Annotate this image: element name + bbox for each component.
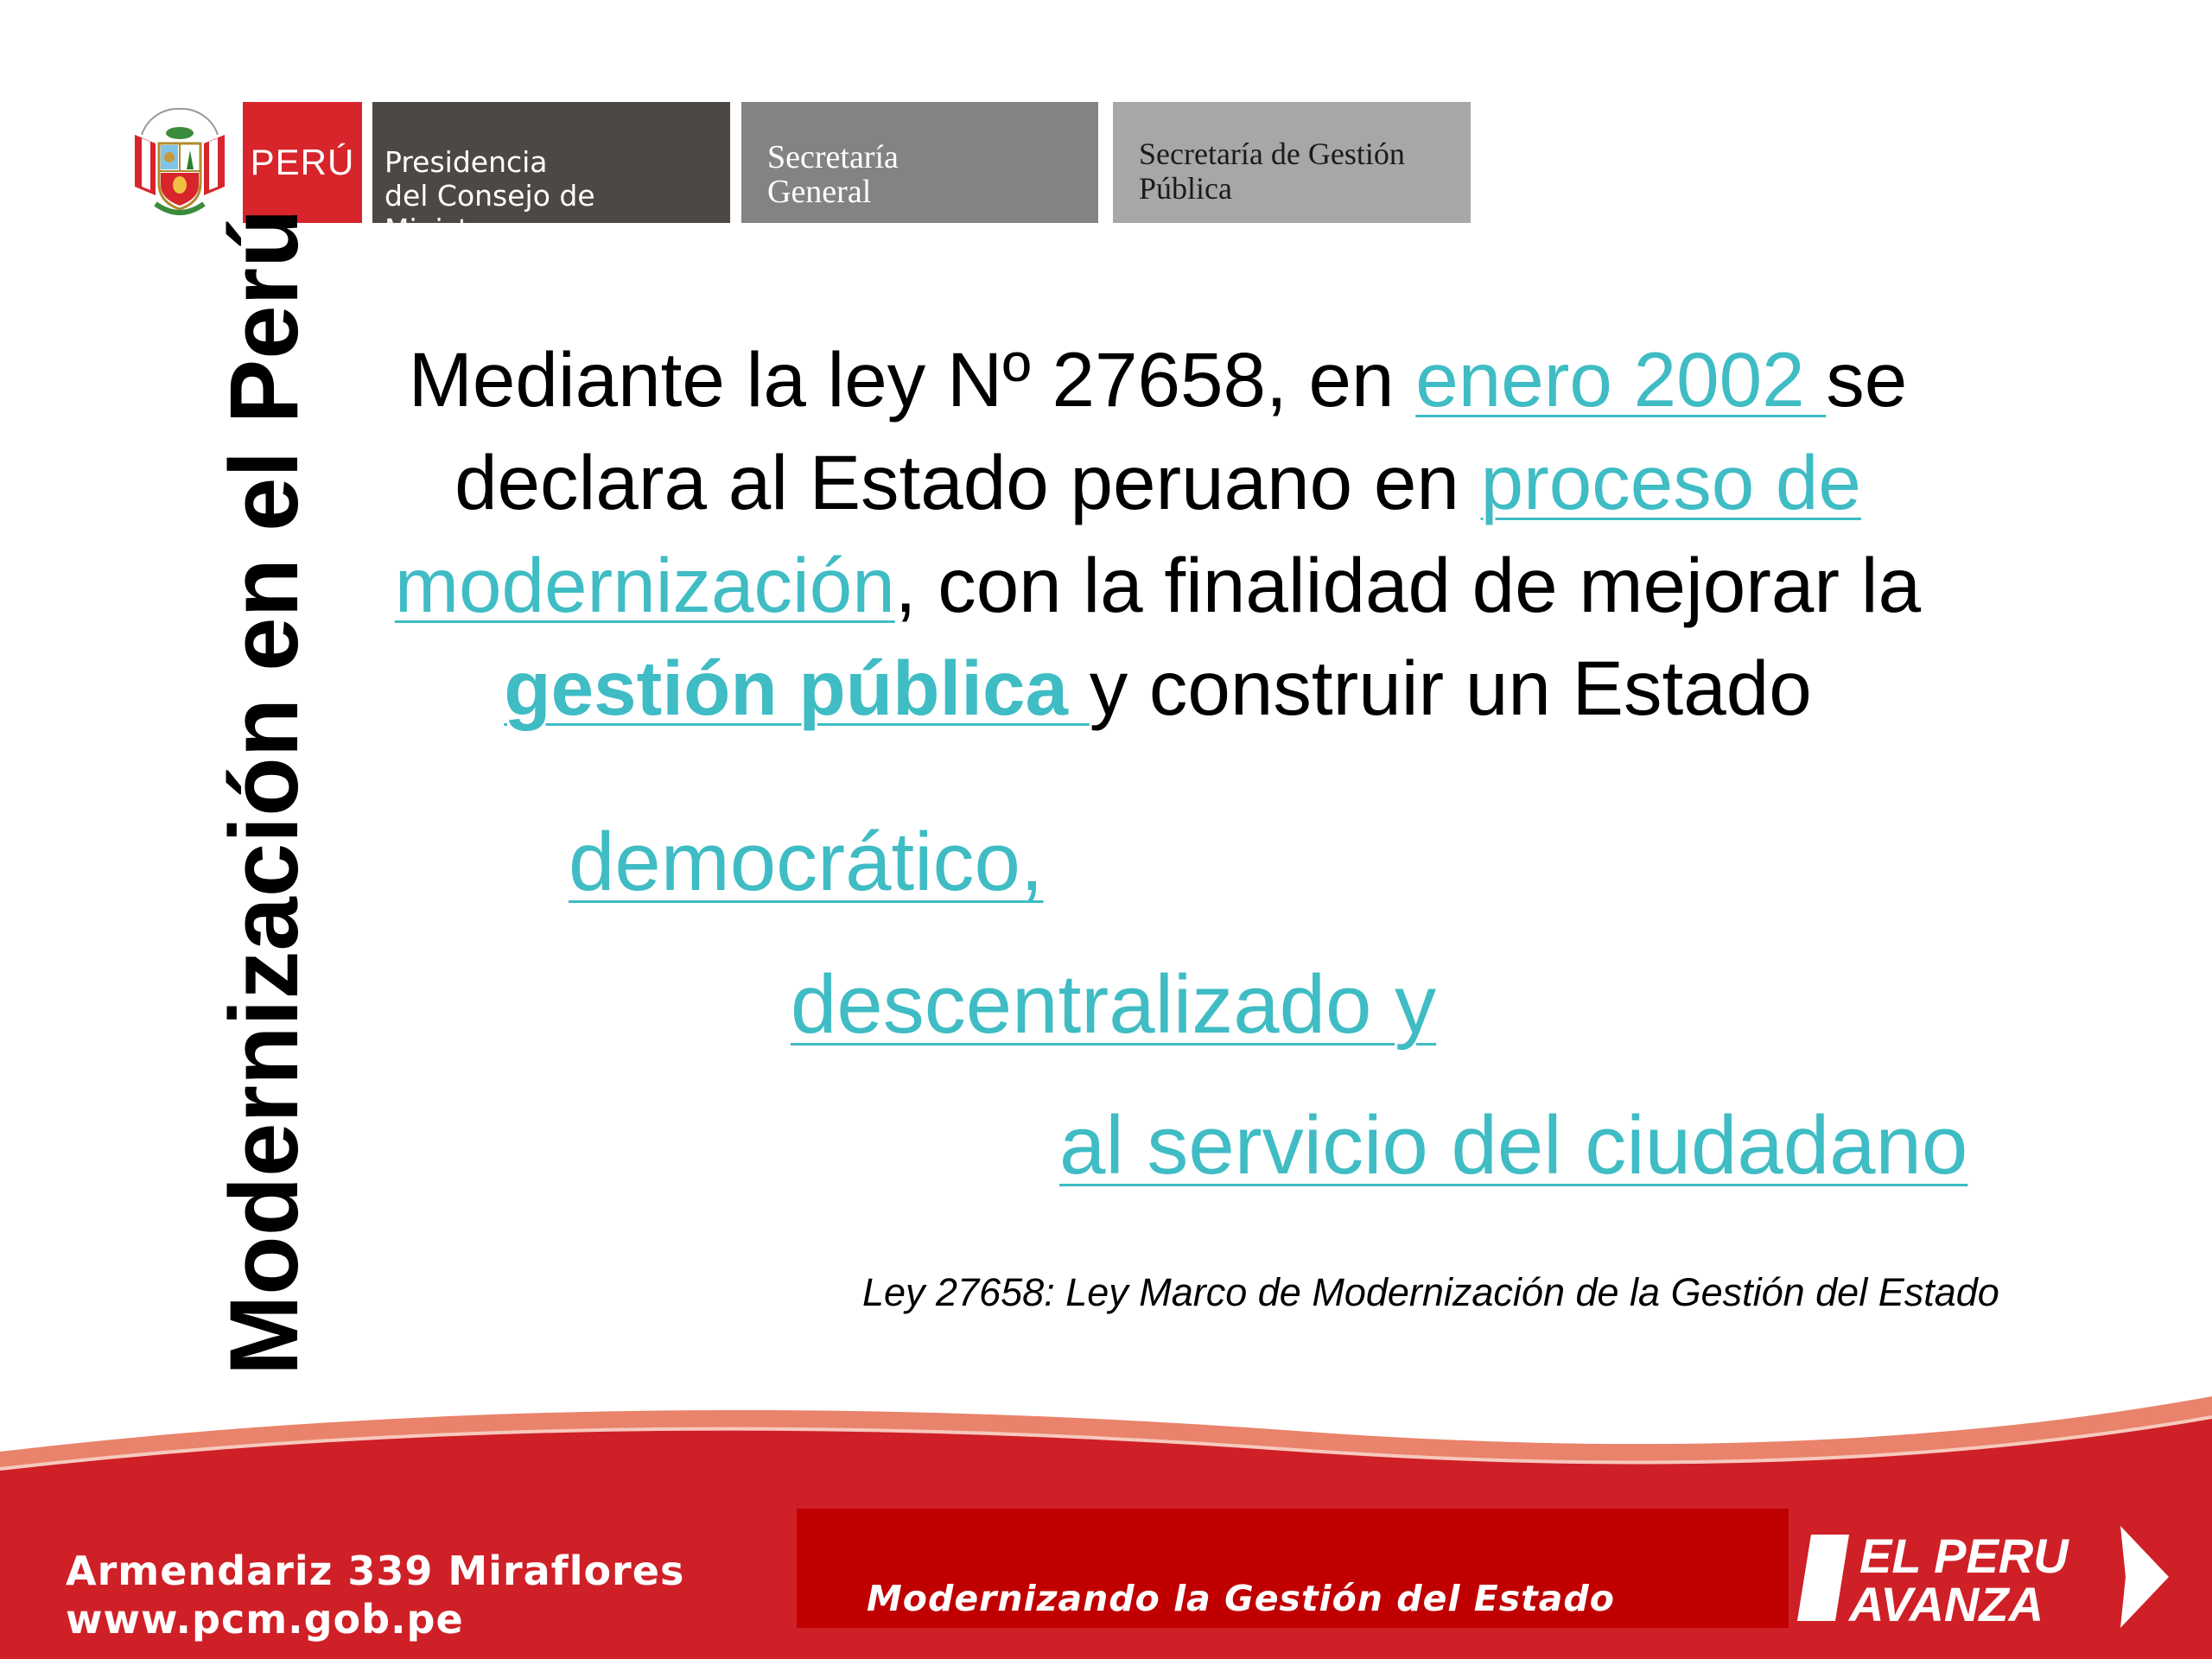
- pcm-logo: [372, 102, 730, 246]
- sg-line-1: Secretaría: [767, 139, 899, 175]
- paragraph-line-1: [294, 328, 2022, 431]
- peru-label: PERÚ: [250, 142, 355, 182]
- pcm-line-2: del Consejo de Ministros: [385, 179, 595, 246]
- paragraph-line-2: [294, 431, 2022, 534]
- text-segment: , con la finalidad de mejorar la: [894, 542, 1922, 628]
- secretaria-general-logo: [741, 102, 1098, 223]
- text-segment: y construir un Estado: [1089, 645, 1812, 731]
- paragraph-line-4: [294, 637, 2022, 740]
- link-modernizacion[interactable]: modernización: [394, 542, 895, 628]
- el-peru-avanza-logo: [1792, 1522, 2172, 1631]
- sgp-line-1: Secretaría de Gestión: [1139, 137, 1405, 171]
- link-enero-2002[interactable]: enero 2002: [1415, 336, 1827, 423]
- link-proceso-de[interactable]: proceso de: [1480, 439, 1861, 525]
- link-gestion-publica[interactable]: gestión pública: [504, 645, 1090, 731]
- peru-logo: [243, 102, 362, 223]
- text-segment: Mediante la ley Nº 27658, en: [408, 336, 1416, 423]
- website-link[interactable]: www.pcm.gob.pe: [66, 1596, 464, 1643]
- brand-line-2: AVANZA: [1849, 1577, 2044, 1631]
- vertical-title: Modernización en el Perú: [210, 208, 318, 1376]
- coat-of-arms-icon: [130, 100, 230, 225]
- link-descentralizado[interactable]: descentralizado y: [791, 958, 1437, 1051]
- brand-line-1: EL PERU: [1859, 1529, 2069, 1583]
- paragraph-line-3: [294, 534, 2022, 637]
- slogan-text: Modernizando la Gestión del Estado: [867, 1578, 1615, 1619]
- secretaria-gestion-publica-logo: [1113, 102, 1471, 223]
- footer-address: [66, 1547, 684, 1643]
- link-al-servicio-del-ciudadano[interactable]: al servicio del ciudadano: [1059, 1099, 1968, 1192]
- text-segment: declara al Estado peruano en: [454, 439, 1481, 525]
- main-paragraph: [294, 328, 2022, 740]
- text-segment: se: [1826, 336, 1908, 423]
- link-democratico[interactable]: democrático,: [569, 816, 1044, 908]
- sg-line-2: General: [767, 174, 872, 210]
- sgp-line-2: Pública: [1139, 171, 1232, 206]
- footnote: Ley 27658: Ley Marco de Modernización de la Gestión del Estado: [862, 1270, 1999, 1314]
- address-line: Armendariz 339 Miraflores: [66, 1548, 685, 1594]
- pcm-line-1: Presidencia: [385, 145, 548, 179]
